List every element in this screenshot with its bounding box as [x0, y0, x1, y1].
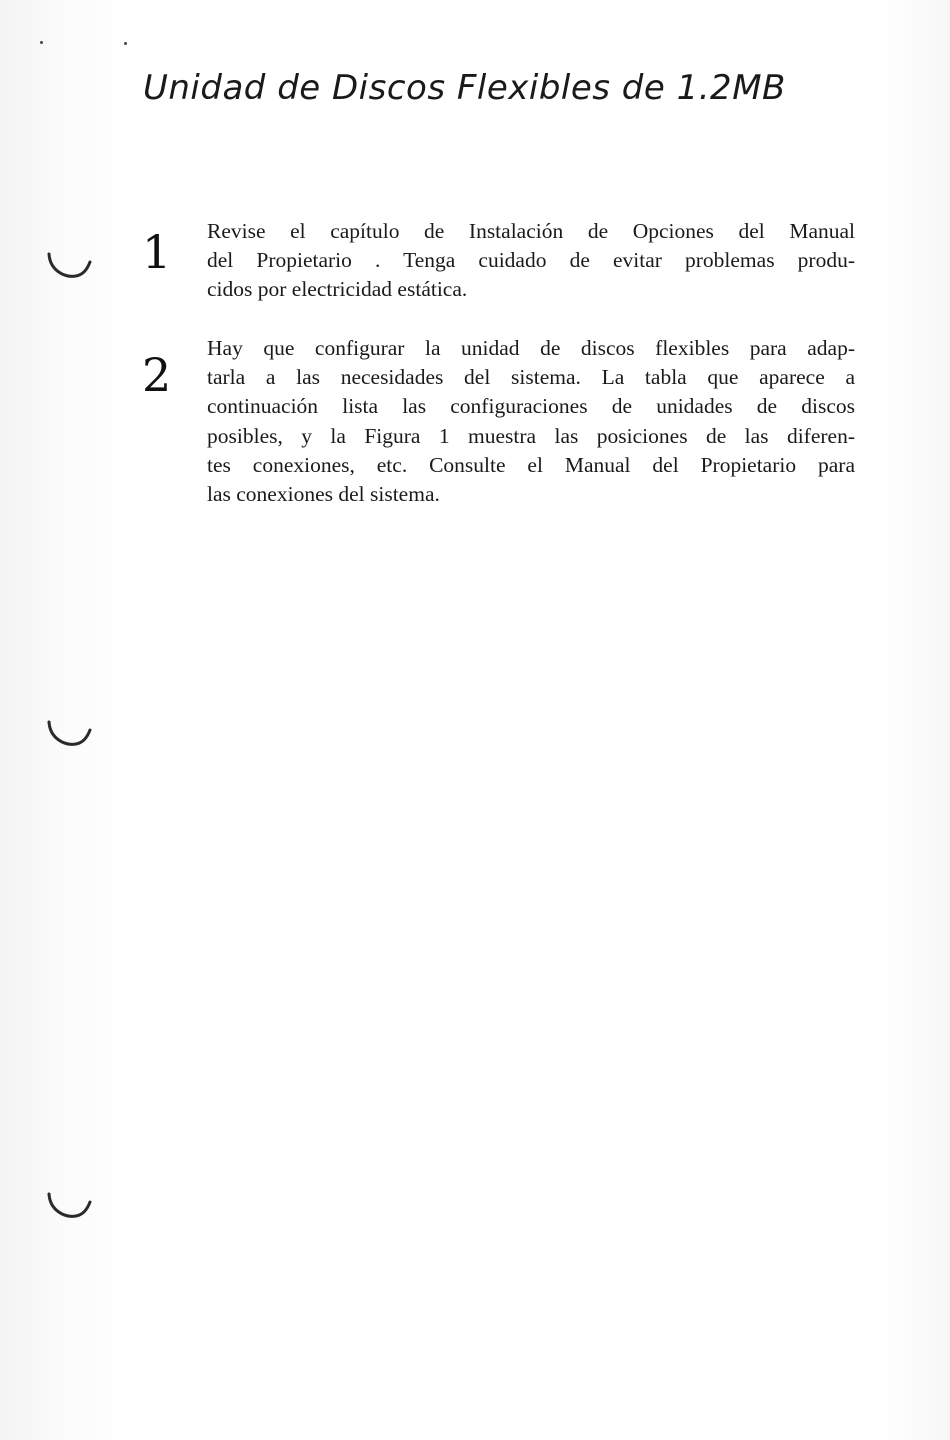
text-line: tes conexiones, etc. Consulte el Manual del Propietario para: [207, 452, 855, 477]
step-text: [207, 334, 855, 509]
text-line: Hay que configurar la unidad de discos flexibles para adap-: [207, 336, 855, 360]
binder-hole-icon: [44, 252, 94, 282]
text-line: continuación lista las configuraciones de unidades de discos: [207, 394, 855, 419]
step-number: 1: [142, 225, 172, 279]
text-line: posibles, y la Figura 1 muestra las posiciones de las diferen-: [207, 423, 855, 448]
text-line: del Propietario . Tenga cuidado de evitar problemas produ-: [207, 248, 855, 273]
binder-hole-icon: [44, 1192, 94, 1222]
text-line: Revise el capítulo de Instalación de Opciones del Manual: [207, 219, 855, 243]
step-number: 2: [142, 348, 172, 402]
text-line: tarla a las necesidades del sistema. La tabla que aparece a: [207, 365, 855, 390]
scan-speck: [124, 42, 127, 45]
scan-speck: [40, 41, 43, 44]
step-text: [207, 217, 855, 305]
text-line: las conexiones del sistema.: [207, 482, 440, 507]
binder-hole-icon: [44, 720, 94, 750]
page-title: Unidad de Discos Flexibles de 1.2MB: [143, 68, 786, 108]
text-line: cidos por electricidad estática.: [207, 277, 468, 302]
